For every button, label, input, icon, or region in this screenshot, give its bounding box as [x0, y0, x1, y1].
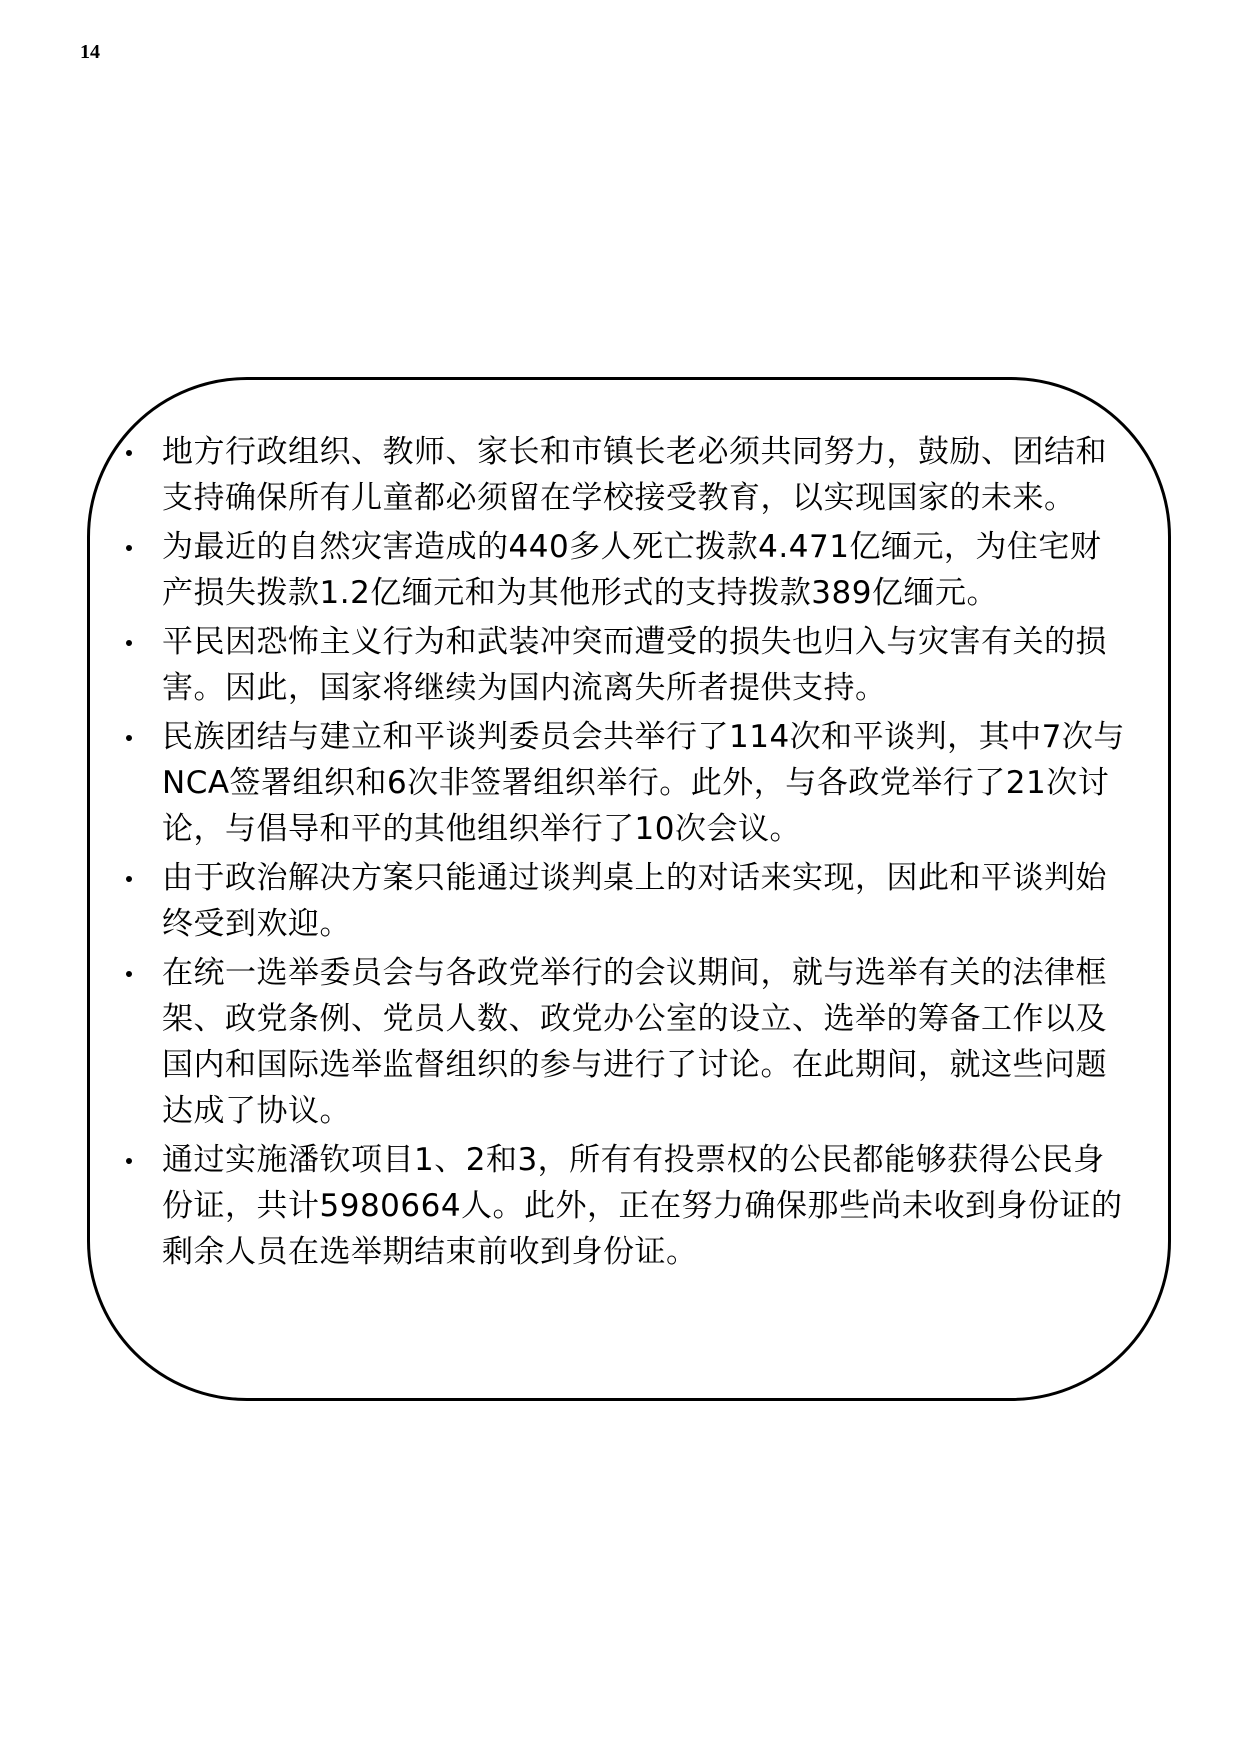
- list-item: [121, 950, 1131, 1134]
- list-item: [121, 714, 1131, 852]
- bullet-icon: [126, 450, 132, 456]
- list-item: [121, 1137, 1131, 1275]
- summary-bullet-list: [121, 429, 1131, 1278]
- list-item-text: 由于政治解决方案只能通过谈判桌上的对话来实现，因此和平谈判始终受到欢迎。: [162, 860, 1107, 942]
- bullet-icon: [126, 640, 132, 646]
- list-item: [121, 429, 1131, 521]
- bullet-icon: [126, 735, 132, 741]
- list-item-text: 平民因恐怖主义行为和武装冲突而遭受的损失也归入与灾害有关的损害。因此，国家将继续为国内流离失所者提供支持。: [162, 624, 1107, 706]
- list-item-text: 为最近的自然灾害造成的440多人死亡拨款4.471亿缅元，为住宅财产损失拨款1.2亿缅元和为其他形式的支持拨款389亿缅元。: [162, 529, 1102, 611]
- list-item-text: 在统一选举委员会与各政党举行的会议期间，就与选举有关的法律框架、政党条例、党员人数、政党办公室的设立、选举的筹备工作以及国内和国际选举监督组织的参与进行了讨论。在此期间，就这些问题达成了协议。: [162, 955, 1107, 1129]
- bullet-icon: [126, 1158, 132, 1164]
- list-item: [121, 855, 1131, 947]
- bullet-icon: [126, 545, 132, 551]
- list-item-text: 通过实施潘钦项目1、2和3，所有有投票权的公民都能够获得公民身份证，共计5980664人。此外，正在努力确保那些尚未收到身份证的剩余人员在选举期结束前收到身份证。: [162, 1142, 1123, 1270]
- list-item-text: 地方行政组织、教师、家长和市镇长老必须共同努力，鼓励、团结和支持确保所有儿童都必须留在学校接受教育，以实现国家的未来。: [162, 434, 1107, 516]
- bullet-icon: [126, 876, 132, 882]
- list-item-text: 民族团结与建立和平谈判委员会共举行了114次和平谈判，其中7次与NCA签署组织和6次非签署组织举行。此外，与各政党举行了21次讨论，与倡导和平的其他组织举行了10次会议。: [162, 719, 1125, 847]
- list-item: [121, 619, 1131, 711]
- list-item: [121, 524, 1131, 616]
- page-number: 14: [80, 41, 100, 63]
- bullet-icon: [126, 971, 132, 977]
